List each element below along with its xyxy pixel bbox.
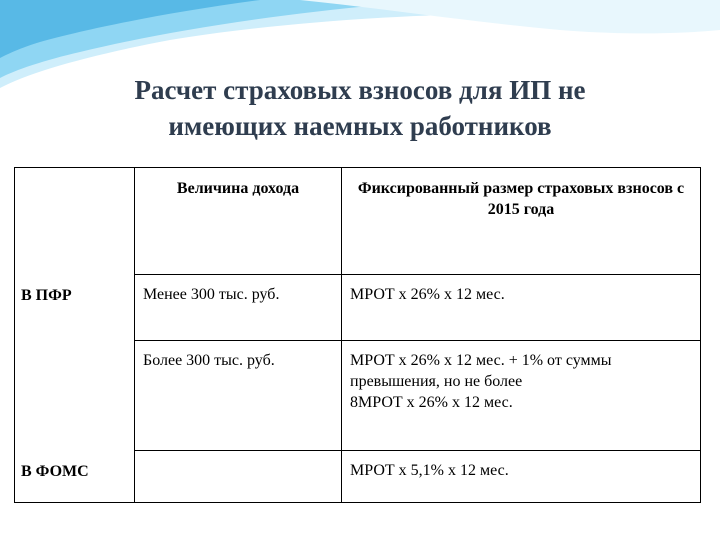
header-fee: Фиксированный размер страховых взносов с 2015 года (342, 168, 701, 275)
fees-table (14, 167, 701, 503)
row2-fee-line-2: превышения, но не более (350, 373, 523, 390)
header-empty-cell (15, 168, 135, 275)
slide-title-line-2: имеющих наемных работников (168, 111, 552, 141)
row3-income (135, 451, 342, 503)
row2-income: Более 300 тыс. руб. (135, 341, 342, 451)
row-label-pfr: В ПФР (15, 275, 135, 451)
header-income: Величина дохода (135, 168, 342, 275)
row-label-foms: В ФОМС (15, 451, 135, 503)
slide-title (40, 72, 680, 144)
row1-fee: МРОТ х 26% х 12 мес. (342, 275, 701, 341)
slide-title-line-1: Расчет страховых взносов для ИП не (134, 75, 586, 105)
row1-income: Менее 300 тыс. руб. (135, 275, 342, 341)
table-row (15, 451, 701, 503)
table-header-row (15, 168, 701, 275)
row2-fee (342, 341, 701, 451)
row2-fee-line-1: МРОТ х 26% х 12 мес. + 1% от суммы (350, 352, 612, 369)
row3-fee: МРОТ х 5,1% х 12 мес. (342, 451, 701, 503)
row2-fee-line-3: 8МРОТ х 26% х 12 мес. (350, 394, 513, 411)
table-row (15, 275, 701, 341)
